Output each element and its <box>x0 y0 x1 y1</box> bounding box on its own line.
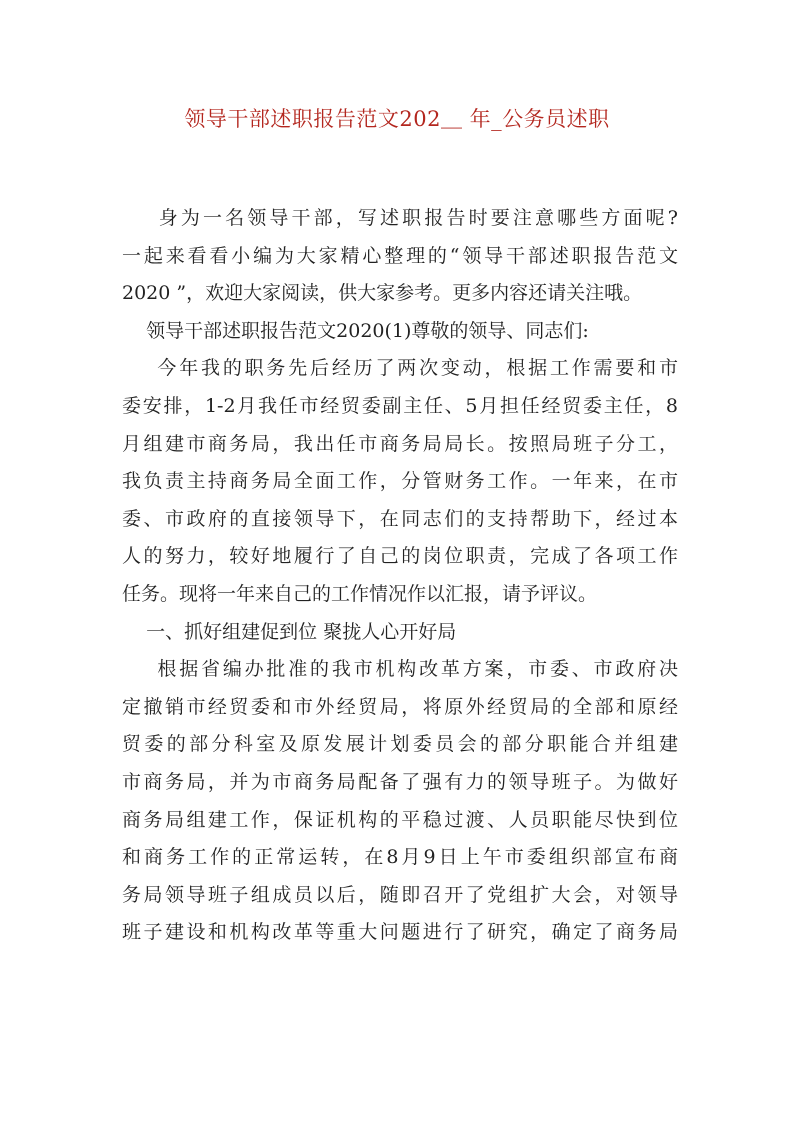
body-line: 和商务工作的正常运转，在8月9日上午市委组织部宣布商 <box>122 846 678 869</box>
body-line: 贸委的部分科室及原发展计划委员会的部分职能合并组建 <box>122 733 678 756</box>
body-line: 2020 ”，欢迎大家阅读，供大家参考。更多内容还请关注哦。 <box>122 282 643 305</box>
body-line: 月组建市商务局，我出任市商务局局长。按照局班子分工， <box>122 432 678 455</box>
body-line: 今年我的职务先后经历了两次变动，根据工作需要和市 <box>122 357 678 380</box>
body-line: 一起来看看小编为大家精心整理的“领导干部述职报告范文 <box>122 244 678 267</box>
body-line: 我负责主持商务局全面工作，分管财务工作。一年来，在市 <box>122 470 678 493</box>
body-line: 一、抓好组建促到位 聚拢人心开好局 <box>122 620 457 643</box>
body-line: 委、市政府的直接领导下，在同志们的支持帮助下，经过本 <box>122 507 678 530</box>
body-line: 任务。现将一年来自己的工作情况作以汇报，请予评议。 <box>122 582 598 605</box>
body-line: 领导干部述职报告范文2020(1)尊敬的领导、同志们: <box>122 319 589 342</box>
document-body <box>122 200 678 952</box>
document-title: 领导干部述职报告范文202＿ 年_公务员述职 <box>184 107 610 131</box>
body-line: 根据省编办批准的我市机构改革方案，市委、市政府决 <box>122 658 678 681</box>
body-line: 委安排，1-2月我任市经贸委副主任、5月担任经贸委主任，8 <box>122 394 678 417</box>
body-line: 市商务局，并为市商务局配备了强有力的领导班子。为做好 <box>122 770 678 793</box>
body-line: 人的努力，较好地履行了自己的岗位职责，完成了各项工作 <box>122 545 678 568</box>
body-line: 商务局组建工作，保证机构的平稳过渡、人员职能尽快到位 <box>122 808 678 831</box>
body-line: 身为一名领导干部，写述职报告时要注意哪些方面呢? <box>122 207 678 229</box>
body-line: 务局领导班子组成员以后，随即召开了党组扩大会，对领导 <box>122 883 678 906</box>
body-line: 定撤销市经贸委和市外经贸局，将原外经贸局的全部和原经 <box>122 695 678 718</box>
body-line: 班子建设和机构改革等重大问题进行了研究，确定了商务局 <box>122 921 678 944</box>
